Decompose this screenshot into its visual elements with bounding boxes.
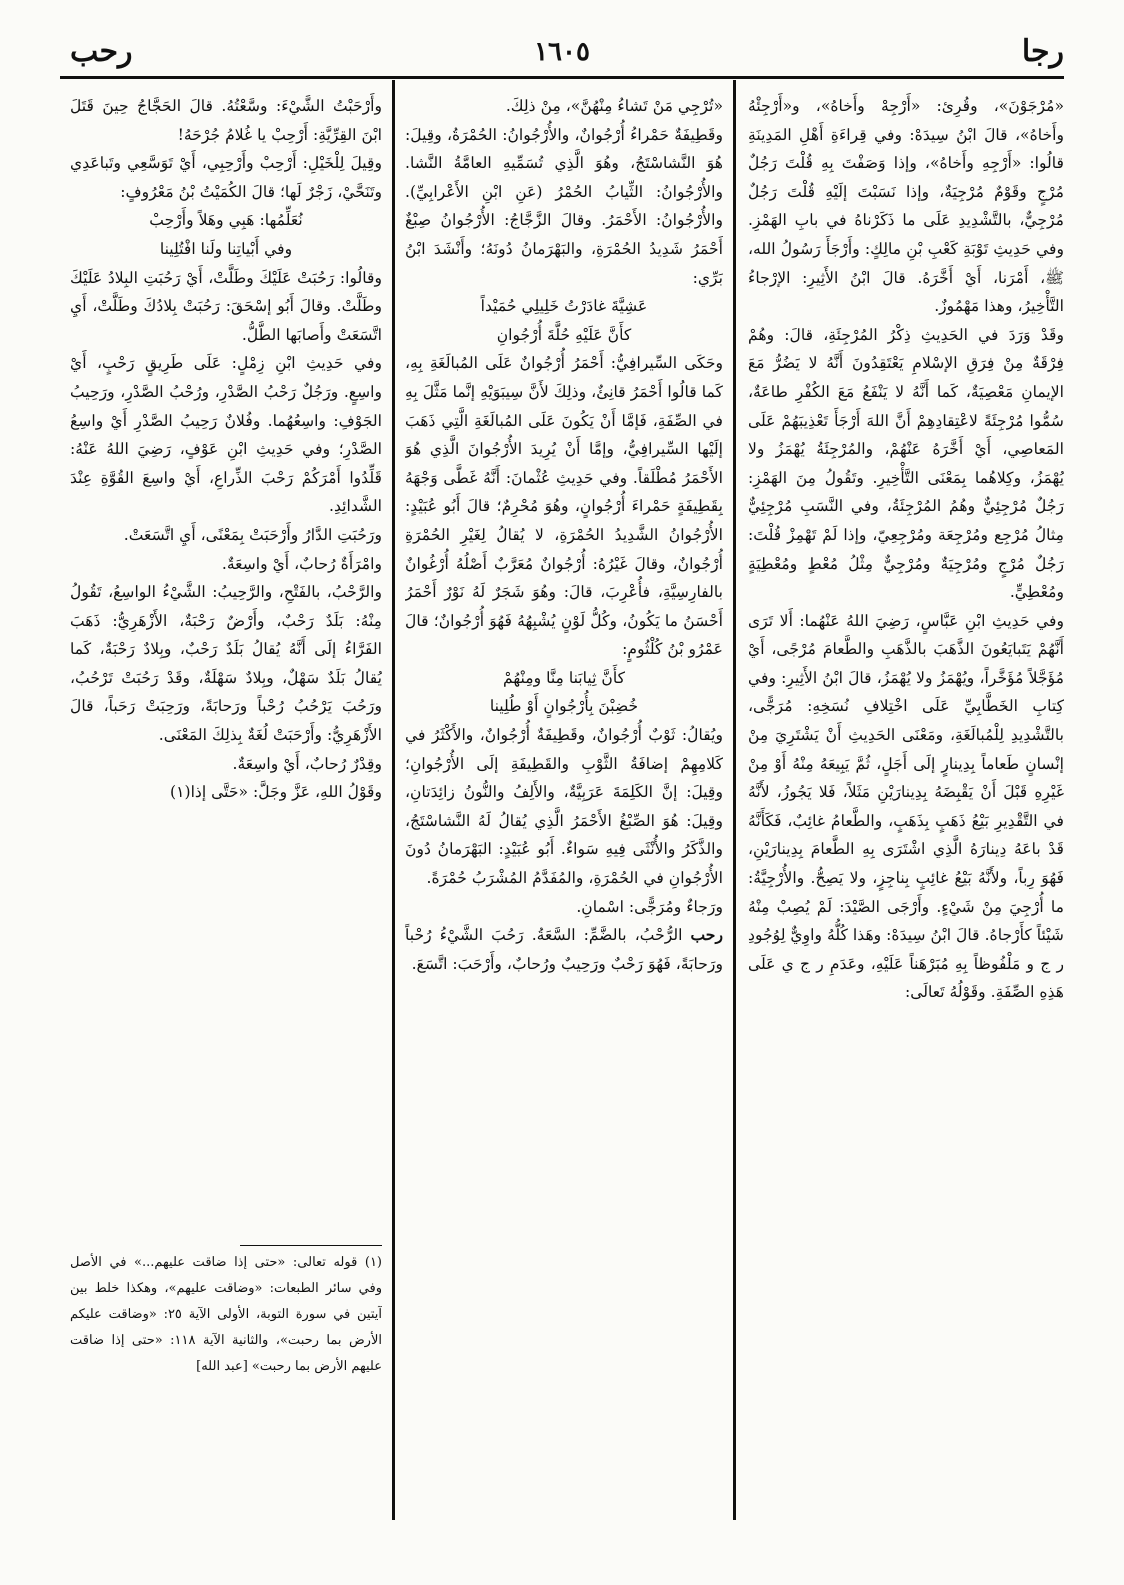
- paragraph: ورَجاءٌ ومُرَجًّى: اسْمانِ.: [576, 897, 723, 916]
- column-left: [70, 92, 382, 1242]
- page-header: [60, 32, 1064, 79]
- verse-line: خُضِبْنَ بِأُرْجُوانٍ أَوْ طُلِينا: [489, 697, 639, 716]
- verse-line: نُعَلِّمُها: هَبِي وهَلاً وأَرْحِبْ: [149, 211, 303, 230]
- paragraph: وقَطِيفَةٌ حَمْراءُ أُرْجُوانٌ، والأُرْجُوانُ: الحُمْرَةُ، وقِيلَ: هُوَ النَّشاسْتَجُ، وهُوَ الَّذِي تُسَمِّيهِ العامَّةُ النَّشا. والأُرْجُوانُ: الثِّيابُ الحُمْرُ (عَنِ ابْنِ الأَعْرابِيِّ). والأُرْجُوانُ: الأَحْمَرُ. وقالَ الزَّجَّاجُ: الأُرْجُوانُ صِبْغٌ أَحْمَرُ شَدِيدُ الحُمْرَةِ، والبَهْرَمانُ دُونَهُ؛ وأَنْشَدَ ابْنُ بَرِّي:: [405, 125, 723, 287]
- column-rule-left: [392, 80, 395, 1520]
- paragraph: وأَرْحَبْتُ الشَّيْءَ: وسَّعْتُهُ. قالَ الحَجَّاجُ حِينَ قَتَلَ ابْنَ القِرِّيَّةِ: أَرْحِبْ يا غُلامُ جُرْحَهُ!: [70, 97, 382, 144]
- running-headword-left: رحب: [70, 34, 133, 69]
- paragraph: وحَكَى السِّيرافِيُّ: أَحْمَرُ أُرْجُوانٌ عَلَى المُبالَغَةِ بِهِ، كَما قالُوا أَحْمَرُ قانِئٌ، وذلِكَ لأَنَّ سِيبَوَيْهِ إنَّما مَثَّلَ بِهِ في الصِّفَةِ، فَإمَّا أَنْ يَكُونَ عَلَى المُبالَغَةِ الَّتِي ذَهَبَ إلَيْها السِّيرافِيُّ، وإمَّا أَنْ يُرِيدَ الأُرْجُوانَ الَّذِي هُوَ الأَحْمَرُ مُطْلَقاً. وفي حَدِيثِ عُثْمانَ: أَنَّهُ غَطَّى وَجْهَهُ بِقَطِيفَةٍ حَمْراءَ أُرْجُوانٍ، وهُوَ مُحْرِمٌ؛ قالَ أَبُو عُبَيْدٍ: الأُرْجُوانُ الشَّدِيدُ الحُمْرَةِ، لا يُقالُ لِغَيْرِ الحُمْرَةِ أُرْجُوانٌ، وقالَ غَيْرُهُ: أُرْجُوانٌ مُعَرَّبٌ أَصْلُهُ أُرْغُوانٌ بالفارِسِيَّةِ، فأُعْرِبَ، قالَ: وهُوَ شَجَرٌ لَهُ نَوْرٌ أَحْمَرُ أَحْسَنُ ما يَكُونُ، وكُلُّ لَوْنٍ يُشْبِهُهُ فَهُوَ أُرْجُوانٌ؛ قالَ عَمْرُو بْنُ كُلْثُومٍ:: [405, 354, 723, 659]
- paragraph: ويُقالُ: ثَوْبٌ أُرْجُوانٌ، وقَطِيفَةٌ أُرْجُوانٌ، والأَكْثَرُ في كَلامِهِمْ إضافَةُ الثَّوْبِ والقَطِيفَةِ إلَى الأُرْجُوانِ؛ وقِيلَ: إنَّ الكَلِمَةَ عَرَبِيَّةٌ، والأَلِفُ والنُّونُ زائِدَتانِ، وقِيلَ: هُوَ الصِّبْغُ الأَحْمَرُ الَّذِي يُقالُ لَهُ النَّشاسْتَجُ، والذَّكَرُ والأُنْثَى فِيهِ سَواءٌ. أَبُو عُبَيْدٍ: البَهْرَمانُ دُونَ الأُرْجُوانِ في الحُمْرَةِ، والمُفَدَّمُ المُشْرَبُ حُمْرَةً.: [405, 726, 723, 888]
- entry-text: الرُّحْبُ، بالضَّمِّ: السَّعَةُ. رَحُبَ الشَّيْءُ رُحْباً ورَحابَةً، فَهُوَ رَحْبٌ ورَحِيبٌ ورُحابٌ، وأَرْحَبَ: اتَّسَعَ.: [405, 926, 723, 973]
- verse-line: كأَنَّ ثِيابَنا مِنَّا ومِنْهُمْ: [502, 668, 626, 687]
- column-right: [748, 92, 1064, 1517]
- column-rule-right: [733, 80, 736, 1520]
- paragraph: وامْرَأَةٌ رُحابٌ، أَيْ واسِعَةٌ.: [221, 554, 382, 573]
- paragraph: وفي حَدِيثِ ابْنِ عَبَّاسٍ، رَضِيَ اللهُ عَنْهُما: أَلا تَرَى أَنَّهُمْ يَتَبايَعُونَ الذَّهَبَ بالذَّهَبِ والطَّعامَ مُرْجًى، أَيْ مُؤَجَّلاً مُؤَخَّراً، ويُهْمَزُ ولا يُهْمَزُ، قالَ ابْنُ الأَثِيرِ: وفي كِتابِ الخَطَّابِيِّ عَلَى اخْتِلافِ نُسَخِهِ: مُرَجًّى، بالتَّشْدِيدِ لِلْمُبالَغَةِ، ومَعْنَى الحَدِيثِ أَنْ يَشْتَرِيَ مِنْ إنْسانٍ طَعاماً بِدِينارٍ إلَى أَجَلٍ، ثُمَّ يَبِيعَهُ مِنْهُ أَوْ مِنْ غَيْرِهِ قَبْلَ أَنْ يَقْبِضَهُ بِدِينارَيْنِ مَثَلاً، فَلا يَجُوزُ، لأَنَّهُ في التَّقْدِيرِ بَيْعُ ذَهَبٍ بِذَهَبٍ، والطَّعامُ غائِبٌ، فَكَأَنَّهُ قَدْ باعَهُ دِينارَهُ الَّذِي اشْتَرَى بِهِ الطَّعامَ بِدِينارَيْنِ، فَهُوَ رِباً، ولأَنَّهُ بَيْعُ غائِبٍ بِناجِزٍ، ولا يَصِحُّ. والأُرْجِيَّةُ: ما أُرْجِيَ مِنْ شَيْءٍ. وأَرْجَى الصَّيْدَ: لَمْ يُصِبْ مِنْهُ شَيْئاً كأَرْجاهُ. قالَ ابْنُ سِيدَهْ: وهَذا كُلُّهُ واوِيٌّ لِوُجُودِ ر ج و مَلْفُوظاً بِهِ مُبَرْهَناً عَلَيْهِ، وعَدَمِ ر ج ي عَلَى هَذِهِ الصِّفَةِ. وقَوْلُهُ تَعالَى:: [748, 611, 1064, 1002]
- paragraph: وفي حَدِيثِ ابْنِ زِمْلٍ: عَلَى طَرِيقٍ رَحْبٍ، أَيْ واسِعٍ. ورَجُلٌ رَحْبُ الصَّدْرِ، ورُحْبُ الصَّدْرِ، ورَحِيبُ الجَوْفِ: واسِعُهُما. وفُلانٌ رَحِيبُ الصَّدْرِ أَيْ واسِعُ الصَّدْرِ؛ وفي حَدِيثِ ابْنِ عَوْفٍ، رَضِيَ اللهُ عَنْهُ: قَلِّدُوا أَمْرَكُمْ رَحْبَ الذِّراعِ، أَيْ واسِعَ القُوَّةِ عِنْدَ الشَّدائِدِ.: [70, 354, 382, 516]
- verse-line: كأَنَّ عَلَيْهِ حُلَّةَ أُرْجُوانِ: [496, 325, 632, 344]
- paragraph: ورَحُبَتِ الدَّارُ وأَرْحَبَتْ بِمَعْنًى، أَيِ اتَّسَعَتْ.: [123, 525, 382, 544]
- paragraph: وقَدْ وَرَدَ في الحَدِيثِ ذِكْرُ المُرْجِئَةِ، قالَ: وهُمْ فِرْقَةٌ مِنْ فِرَقِ الإسْلامِ يَعْتَقِدُونَ أَنَّهُ لا يَضُرُّ مَعَ الإيمانِ مَعْصِيَةٌ، كَما أَنَّهُ لا يَنْفَعُ مَعَ الكُفْرِ طاعَةٌ، سُمُّوا مُرْجِئَةً لاعْتِقادِهِمْ أَنَّ اللهَ أَرْجَأَ تَعْذِيبَهُمْ عَلَى المَعاصِي، أَيْ أَخَّرَهُ عَنْهُمْ، والمُرْجِئَةُ يُهْمَزُ ولا يُهْمَزُ، وكِلاهُما بِمَعْنَى التَّأْخِيرِ. وتَقُولُ مِنَ الهَمْزِ: رَجُلٌ مُرْجِئِيٌّ وهُمُ المُرْجِئَةُ، وفي النَّسَبِ مُرْجِئِيٌّ مِثالُ مُرْجِع ومُرْجِعَة ومُرْجِعِيّ، وإذا لَمْ تَهْمِزْ قُلْتَ: رَجُلٌ مُرْجٍ ومُرْجِيَةٌ ومُرْجِيٌّ مِثْلُ مُعْطٍ ومُعْطِيَةٍ ومُعْطِيٍّ.: [748, 325, 1064, 602]
- entry: [405, 921, 723, 978]
- page-number: ١٦٠٥: [534, 37, 590, 67]
- paragraph: «مُرْجَوْنَ»، وقُرِئ: «أَرْجِهْ وأَخاهُ»، و«أَرْجِئْهُ وأَخاهُ»، قالَ ابْنُ سِيدَهْ: وفي قِراءَةِ أَهْلِ المَدِينَةِ قالُوا: «أَرْجِهِ وأَخاهُ»، وإذا وَصَفْتَ بِهِ قُلْتَ رَجُلٌ مُرْجٍ وقَوْمٌ مُرْجِيَةٌ، وإذا نَسَبْتَ إلَيْهِ قُلْتَ رَجُلٌ مُرْجِيٌّ، بالتَّشْدِيدِ عَلَى ما ذَكَرْناهُ في بابِ الهَمْزِ. وفي حَدِيثِ تَوْبَةِ كَعْبِ بْنِ مالِكٍ: وأَرْجَأَ رَسُولُ الله، ﷺ، أَمْرَنا، أَيْ أَخَّرَهُ. قالَ ابْنُ الأَثِيرِ: الإرْجاءُ التَّأْخِيرُ، وهذا مَهْمُوزٌ.: [748, 97, 1064, 316]
- running-headword-right: رجا: [1021, 34, 1064, 69]
- footnote: [70, 1250, 382, 1460]
- paragraph: وقِيلَ لِلْخَيْلِ: أَرْحِبْ وأَرْحِبِي، أَيْ تَوَسَّعِي وتَباعَدِي وتَنَحَّيْ، زَجْرٌ لَها؛ قالَ الكُمَيْتُ بْنُ مَعْرُوفٍ:: [70, 154, 382, 201]
- footnote-text: (١) قوله تعالى: «حتى إذا ضاقت عليهم...» في الأصل وفي سائر الطبعات: «وضاقت عليهم»، وهكذا خلط بين آيتين في سورة التوبة، الأولى الآية ٢٥: «وضاقت عليكم الأرض بما رحبت»، والثانية الآية ١١٨: «حتى إذا ضاقت عليهم الأرض بما رحبت» [عبد الله]: [70, 1255, 382, 1374]
- column-middle: [405, 92, 723, 1517]
- verse-line: عَشِيَّةَ غادَرْتُ خَلِيلِي حُمَيْداً: [480, 297, 648, 316]
- paragraph: «تُرْجِي مَنْ تَشاءُ مِنْهُنَّ»، مِنْ ذلِكَ.: [505, 97, 723, 115]
- paragraph: والرَّحْبُ، بالفَتْحِ، والرَّحِيبُ: الشَّيْءُ الواسِعُ، تَقُولُ مِنْهُ: بَلَدٌ رَحْبٌ، وأَرْضٌ رَحْبَةٌ، الأَزْهَرِيُّ: ذَهَبَ الفَرَّاءُ إلَى أَنَّهُ يُقالُ بَلَدٌ رَحْبٌ، وبِلادٌ رَحْبَةٌ، كَما يُقالُ بَلَدٌ سَهْلٌ، وبِلادٌ سَهْلَةٌ، وقَدْ رَحُبَتْ تَرْحُبُ، ورَحُبَ يَرْحُبُ رُحْباً ورَحابَةً، ورَحِبَتْ رَحَباً، قالَ الأَزْهَرِيُّ: وأَرْحَبَتْ لُغَةٌ بِذلِكَ المَعْنَى.: [70, 583, 382, 745]
- paragraph: وقِدْرٌ رُحابٌ، أَيْ واسِعَةٌ.: [232, 754, 382, 773]
- verse-line: وفي أَبْياتِنا ولَنا افْتُلِينا: [159, 239, 293, 258]
- paragraph: وقَوْلُ اللهِ، عَزَّ وجَلَّ: «حَتَّى إذا(١): [170, 783, 382, 802]
- paragraph: وقالُوا: رَحُبَتْ عَلَيْكَ وطَلَّتْ، أَيْ رَحُبَتِ البِلادُ عَلَيْكَ وطَلَّتْ. وقالَ أَبُو إسْحَقَ: رَحُبَتْ بِلادُكَ وطَلَّتْ، أَيِ اتَّسَعَتْ وأَصابَها الطَّلُّ.: [70, 268, 382, 344]
- entry-headword: رحب: [690, 925, 723, 945]
- footnote-separator: [240, 1245, 382, 1246]
